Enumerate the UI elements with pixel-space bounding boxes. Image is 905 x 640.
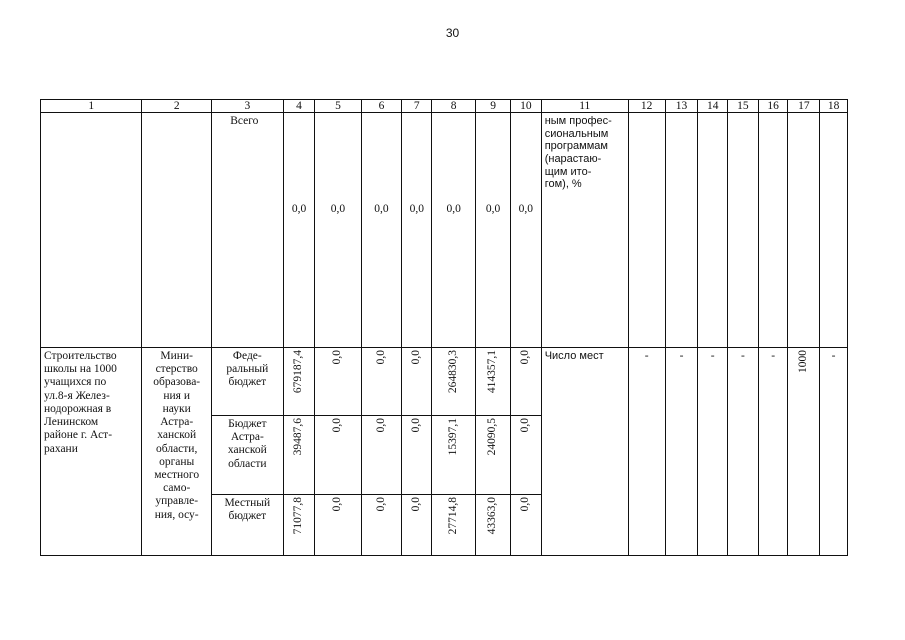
source-row-federal xyxy=(41,348,848,416)
table-cell: 0,0 xyxy=(361,348,402,416)
column-header: 10 xyxy=(510,100,541,113)
column-header: 15 xyxy=(728,100,759,113)
target-cell: 1000 xyxy=(788,348,820,556)
column-header: 3 xyxy=(212,100,284,113)
page-number: 30 xyxy=(445,26,460,40)
table-cell: 264830,3 xyxy=(432,348,476,416)
target-cell: - xyxy=(820,348,848,556)
table-cell: 0,0 xyxy=(402,113,432,348)
table-cell: 0,0 xyxy=(510,495,541,556)
total-row-indicator: ным профес- сиональным программам (нарастаю- щим ито- гом), % xyxy=(541,113,628,348)
column-header: 13 xyxy=(665,100,698,113)
column-header: 1 xyxy=(41,100,142,113)
project-executor: Мини- стерство образова- ния и науки Астра- ханской области, органы местного само- управле- ния, осу- xyxy=(142,348,212,556)
table-cell: 0,0 xyxy=(315,348,361,416)
column-header: 5 xyxy=(315,100,361,113)
target-cell: - xyxy=(698,348,728,556)
table-cell: 71077,8 xyxy=(283,495,315,556)
column-header: 9 xyxy=(476,100,511,113)
column-header: 8 xyxy=(432,100,476,113)
column-header: 17 xyxy=(788,100,820,113)
column-header: 14 xyxy=(698,100,728,113)
table-cell: 0,0 xyxy=(476,113,511,348)
table-cell: 679187,4 xyxy=(283,348,315,416)
total-row-label: Всего xyxy=(212,113,284,348)
table-cell: 0,0 xyxy=(361,416,402,495)
table-cell: 0,0 xyxy=(402,495,432,556)
column-header: 2 xyxy=(142,100,212,113)
table-cell: 0,0 xyxy=(432,113,476,348)
table-cell: 0,0 xyxy=(361,495,402,556)
table-cell: 24090,5 xyxy=(476,416,511,495)
table-cell: 0,0 xyxy=(283,113,315,348)
table-cell: 15397,1 xyxy=(432,416,476,495)
table-cell: 43363,0 xyxy=(476,495,511,556)
column-header: 4 xyxy=(283,100,315,113)
table-cell: 0,0 xyxy=(361,113,402,348)
table-cell: 0,0 xyxy=(315,113,361,348)
table-cell: 27714,8 xyxy=(432,495,476,556)
source-label: Феде- ральный бюджет xyxy=(212,348,284,416)
column-header: 18 xyxy=(820,100,848,113)
target-cell: - xyxy=(728,348,759,556)
source-label: Бюджет Астра- ханской области xyxy=(212,416,284,495)
column-header: 7 xyxy=(402,100,432,113)
target-cell: - xyxy=(758,348,788,556)
column-number-row xyxy=(41,100,848,113)
financing-table xyxy=(40,99,848,556)
table-cell: 0,0 xyxy=(510,416,541,495)
target-cell: - xyxy=(628,348,665,556)
column-header: 16 xyxy=(758,100,788,113)
table-cell: 0,0 xyxy=(315,416,361,495)
table-cell: 0,0 xyxy=(315,495,361,556)
table-cell: 0,0 xyxy=(510,113,541,348)
source-label: Местный бюджет xyxy=(212,495,284,556)
column-header: 12 xyxy=(628,100,665,113)
table-cell: 0,0 xyxy=(402,416,432,495)
table-cell: 414357,1 xyxy=(476,348,511,416)
project-indicator: Число мест xyxy=(541,348,628,556)
project-name: Строительство школы на 1000 учащихся по ул.8-я Желез- нодорожная в Ленинском районе г. Аст- рахани xyxy=(41,348,142,556)
total-row xyxy=(41,113,848,348)
column-header: 11 xyxy=(541,100,628,113)
table-cell: 39487,6 xyxy=(283,416,315,495)
table-cell: 0,0 xyxy=(402,348,432,416)
target-cell: - xyxy=(665,348,698,556)
column-header: 6 xyxy=(361,100,402,113)
table-cell: 0,0 xyxy=(510,348,541,416)
